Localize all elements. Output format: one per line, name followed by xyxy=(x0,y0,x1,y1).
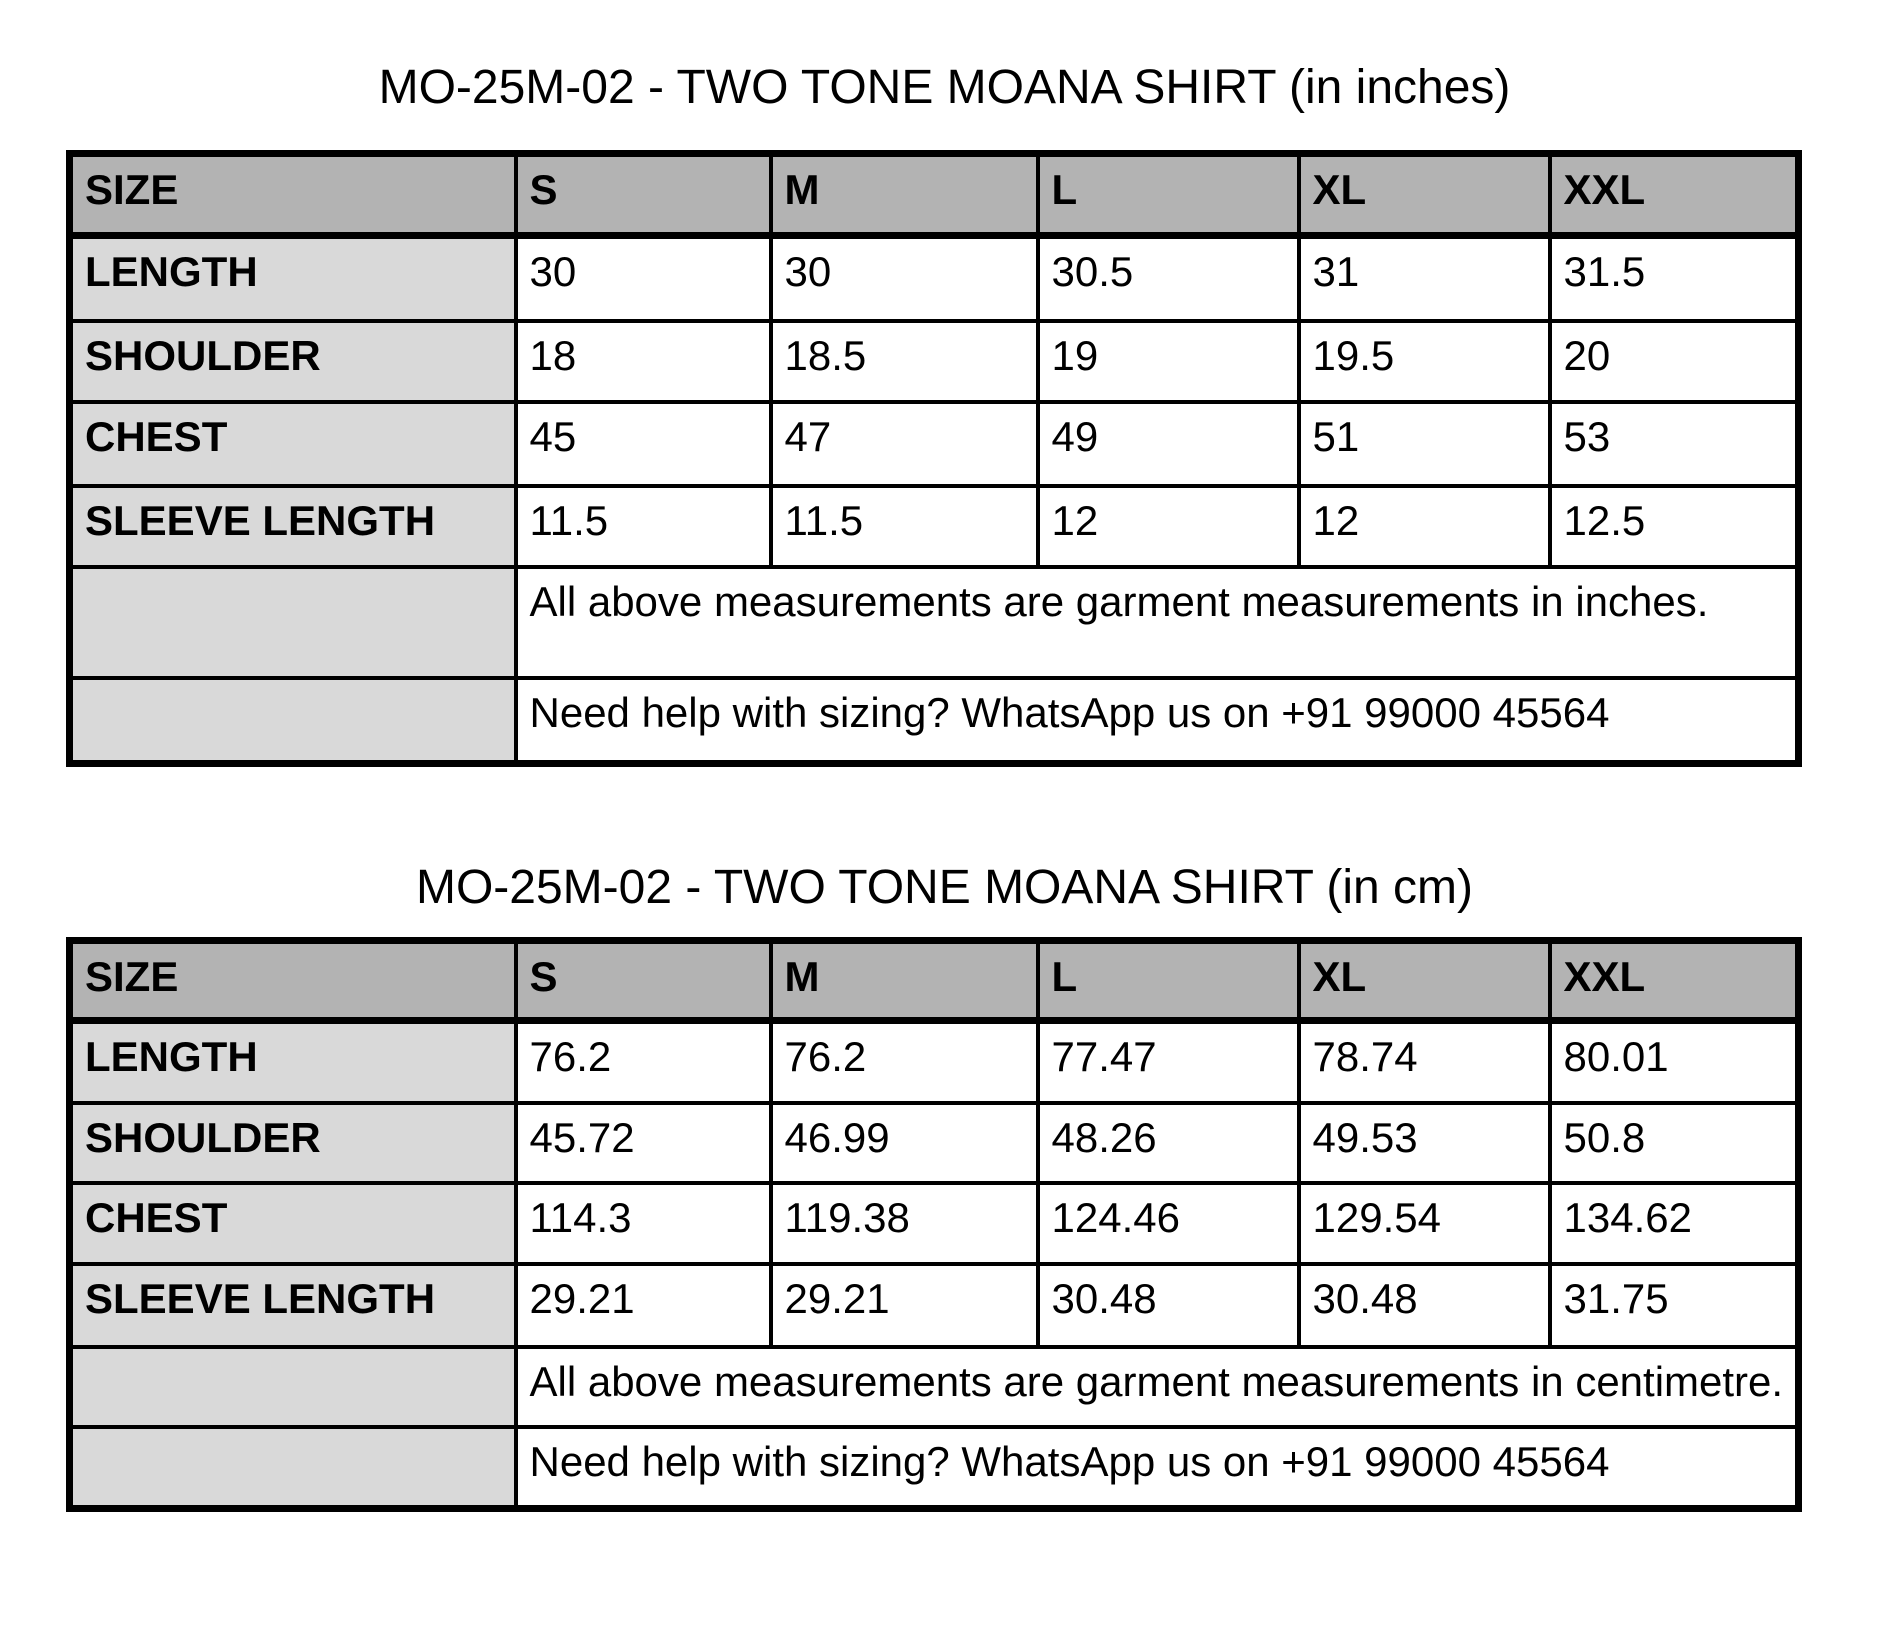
row-label-shoulder: SHOULDER xyxy=(70,321,516,402)
measurement-cell: 29.21 xyxy=(516,1264,771,1347)
measurement-cell: 12 xyxy=(1038,486,1299,567)
measurement-cell: 129.54 xyxy=(1299,1183,1550,1264)
row-label-length: LENGTH xyxy=(70,1021,516,1103)
measurement-cell: 46.99 xyxy=(771,1103,1038,1183)
measurement-cell: 119.38 xyxy=(771,1183,1038,1264)
row-label-sleeve-length: SLEEVE LENGTH xyxy=(70,1264,516,1347)
measurement-cell: 11.5 xyxy=(771,486,1038,567)
measurement-cell: 77.47 xyxy=(1038,1021,1299,1103)
measurement-cell: 45.72 xyxy=(516,1103,771,1183)
table-row-chest xyxy=(70,1183,1799,1264)
measurement-cell: 31.5 xyxy=(1550,236,1799,321)
table-title-inches: MO-25M-02 - TWO TONE MOANA SHIRT (in inches) xyxy=(378,61,1511,114)
column-header-l: L xyxy=(1038,154,1299,236)
row-label-chest: CHEST xyxy=(70,1183,516,1264)
column-header-s: S xyxy=(516,941,771,1021)
column-header-m: M xyxy=(771,941,1038,1021)
measurement-cell: 20 xyxy=(1550,321,1799,402)
table-title-cm: MO-25M-02 - TWO TONE MOANA SHIRT (in cm) xyxy=(415,861,1474,914)
empty-label-cell xyxy=(70,567,516,678)
empty-label-cell xyxy=(70,678,516,764)
note-row-units xyxy=(70,567,1799,678)
measurement-cell: 50.8 xyxy=(1550,1103,1799,1183)
measurement-cell: 18 xyxy=(516,321,771,402)
measurement-cell: 76.2 xyxy=(771,1021,1038,1103)
measurement-cell: 45 xyxy=(516,402,771,486)
note-row-units xyxy=(70,1347,1799,1427)
measurement-cell: 53 xyxy=(1550,402,1799,486)
note-help: Need help with sizing? WhatsApp us on +91 99000 45564 xyxy=(516,1427,1799,1509)
table-row-sleeve-length xyxy=(70,1264,1799,1347)
note-units: All above measurements are garment measurements in inches. xyxy=(516,567,1799,678)
measurement-cell: 30.5 xyxy=(1038,236,1299,321)
measurement-cell: 48.26 xyxy=(1038,1103,1299,1183)
measurement-cell: 30.48 xyxy=(1299,1264,1550,1347)
header-row xyxy=(70,154,1799,236)
table-row-length xyxy=(70,1021,1799,1103)
measurement-cell: 49.53 xyxy=(1299,1103,1550,1183)
empty-label-cell xyxy=(70,1347,516,1427)
measurement-cell: 30.48 xyxy=(1038,1264,1299,1347)
measurement-cell: 12.5 xyxy=(1550,486,1799,567)
column-header-size: SIZE xyxy=(70,941,516,1021)
column-header-s: S xyxy=(516,154,771,236)
table-row-shoulder xyxy=(70,321,1799,402)
measurement-cell: 19.5 xyxy=(1299,321,1550,402)
size-chart-cm xyxy=(66,937,1802,1512)
column-header-xl: XL xyxy=(1299,941,1550,1021)
row-label-chest: CHEST xyxy=(70,402,516,486)
measurement-cell: 30 xyxy=(516,236,771,321)
measurement-cell: 31.75 xyxy=(1550,1264,1799,1347)
measurement-cell: 76.2 xyxy=(516,1021,771,1103)
table-row-length xyxy=(70,236,1799,321)
empty-label-cell xyxy=(70,1427,516,1509)
table-row-chest xyxy=(70,402,1799,486)
column-header-l: L xyxy=(1038,941,1299,1021)
measurement-cell: 47 xyxy=(771,402,1038,486)
measurement-cell: 114.3 xyxy=(516,1183,771,1264)
measurement-cell: 51 xyxy=(1299,402,1550,486)
measurement-cell: 49 xyxy=(1038,402,1299,486)
measurement-cell: 134.62 xyxy=(1550,1183,1799,1264)
measurement-cell: 11.5 xyxy=(516,486,771,567)
measurement-cell: 18.5 xyxy=(771,321,1038,402)
size-chart-inches xyxy=(66,150,1802,767)
measurement-cell: 78.74 xyxy=(1299,1021,1550,1103)
measurement-cell: 12 xyxy=(1299,486,1550,567)
note-row-help xyxy=(70,678,1799,764)
measurement-cell: 124.46 xyxy=(1038,1183,1299,1264)
measurement-cell: 80.01 xyxy=(1550,1021,1799,1103)
table-row-shoulder xyxy=(70,1103,1799,1183)
header-row xyxy=(70,941,1799,1021)
size-chart-sheet xyxy=(0,62,1889,1512)
row-label-shoulder: SHOULDER xyxy=(70,1103,516,1183)
measurement-cell: 30 xyxy=(771,236,1038,321)
column-header-size: SIZE xyxy=(70,154,516,236)
measurement-cell: 29.21 xyxy=(771,1264,1038,1347)
column-header-m: M xyxy=(771,154,1038,236)
measurement-cell: 19 xyxy=(1038,321,1299,402)
column-header-xxl: XXL xyxy=(1550,941,1799,1021)
note-units: All above measurements are garment measurements in centimetre. xyxy=(516,1347,1799,1427)
measurement-cell: 31 xyxy=(1299,236,1550,321)
column-header-xxl: XXL xyxy=(1550,154,1799,236)
row-label-sleeve-length: SLEEVE LENGTH xyxy=(70,486,516,567)
note-row-help xyxy=(70,1427,1799,1509)
note-help: Need help with sizing? WhatsApp us on +91 99000 45564 xyxy=(516,678,1799,764)
table-row-sleeve-length xyxy=(70,486,1799,567)
column-header-xl: XL xyxy=(1299,154,1550,236)
row-label-length: LENGTH xyxy=(70,236,516,321)
